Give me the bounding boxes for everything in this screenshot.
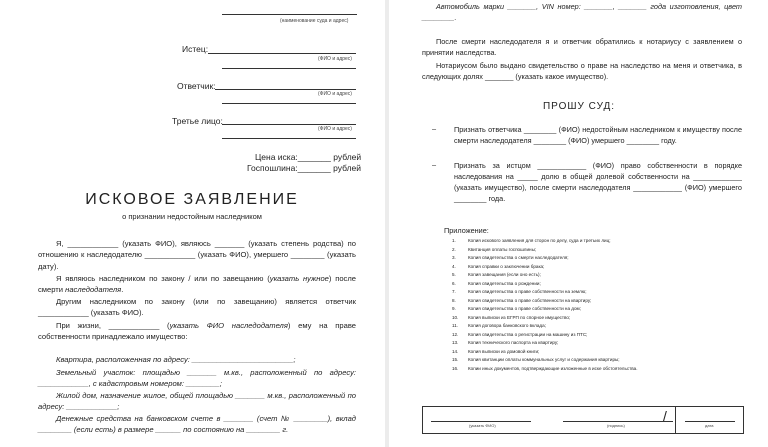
list-item: 14. Копия выписки из домовой книги; [452,348,540,354]
signature-table [422,406,744,434]
list-item: 12. Копия свидетельства о регистрации на машину из ПТС; [452,331,588,337]
list-item: 8. Копия свидетельства о праве собственности на квартиру; [452,297,592,303]
defendant-label: Ответчик: [177,81,216,91]
property-item: Денежные средства на банковском счете в _______ (счет № ________), вклад ________ (если есть) в размере ______ по состоянию на ________ г. [38,414,356,435]
list-item: 1. Копия искового заявления для сторон по делу, суда и третьих лиц; [452,238,611,243]
property-item: Квартира, расположенная по адресу: ________________________; [56,355,296,364]
list-item: 10. Копия выписки из ЕГРП по спорное имущество; [452,314,571,320]
list-item: 7. Копия свидетельства о праве собственности на землю; [452,289,587,294]
paragraph-1: Я, ____________ (указать ФИО), являюсь _______ (указать степень родства) по отношению к наследодателю ____________ (указать ФИО), умершего ________ (указать дату). [38,239,356,271]
car-item: Автомобиль марки _______, VIN номер: _______, _______ года изготовления, цвет ________. [422,2,742,23]
request-item-2: Признать за истцом ____________ (ФИО) право собственности в порядке наследования на _____ долю в общей долевой собственности на ____________ (указать имущество), после смерти наследодателя ____________ (ФИО) умершего ________ года. [454,161,742,203]
request-item-1: Признать ответчика ________ (ФИО) недостойным наследником к имуществу после смерти наследодателя ________ (ФИО) умершего ________ году. [454,125,742,145]
paragraph-certificate: Нотариусом было выдано свидетельство о праве на наследство на меня и ответчика, в следующих долях _______ (указать какое имущество). [422,61,742,82]
paragraph-notary: После смерти наследодателя я и ответчик обратились к нотариусу с заявлением о принятии наследства. [422,37,742,58]
paragraph-2: Я являюсь наследником по закону / или по завещанию (указать нужное) после смерти наследодателя. [38,274,356,295]
document-subtitle: о признании недостойным наследником [122,212,262,221]
page-divider [385,0,389,447]
state-fee: Госпошлина:_______ рублей [247,163,362,173]
page-right [390,0,768,447]
appendix-label: Приложение: [444,226,489,235]
signature-sign-caption: (подпись) [607,423,625,428]
third-party-label: Третье лицо: [172,116,223,126]
list-item: 16. Копии иных документов, подтверждающие изложенные в иске обстоятельства. [452,365,638,371]
list-item: 6. Копия свидетельства о рождении; [452,280,541,286]
list-item: 2. Квитанция оплаты госпошлины; [452,246,537,252]
signature-name-caption: (указать ФИО) [469,423,496,428]
document-title: ИСКОВОЕ ЗАЯВЛЕНИЕ [85,191,299,208]
list-item: 15. Копия квитанции оплаты коммунальных услуг и содержания квартиры; [452,357,620,362]
request-title: ПРОШУ СУД: [542,101,616,112]
list-item: 11. Копия договора банковского вклада; [452,323,546,328]
defendant-caption: (ФИО и адрес) [318,91,352,97]
property-item: Жилой дом, назначение жилое, общей площадью _______ м.кв., расположенный по адресу: ____________; [38,391,356,412]
list-item: 4. Копия справки о заключении брака; [452,263,545,269]
appendix-list [452,237,752,373]
signature-date-caption: дата [705,423,714,428]
slash-mark: / [663,408,667,424]
plaintiff-label: Истец: [182,44,209,54]
property-item: Земельный участок: площадью _______ м.кв., расположенный по адресу: ____________, с кадастровым номером: ________; [38,368,356,389]
paragraph-3: Другим наследником по закону (или по завещанию) является ответчик ____________ (указать ФИО). [38,297,356,318]
list-item: 3. Копия свидетельства о смерти наследодателя; [452,255,569,260]
dash-marker: – [432,124,437,133]
plaintiff-caption: (ФИО и адрес) [318,56,352,62]
claim-price: Цена иска:_______ рублей [255,152,362,162]
court-line [222,14,357,15]
court-caption: (наименование суда и адрес) [280,18,349,24]
paragraph-4: При жизни, ____________ (указать ФИО наследодателя) ему на праве собственности принадлежало имущество: [38,321,356,342]
list-item: 5. Копия завещания (если оно есть); [452,272,541,277]
list-item: 9. Копия свидетельства о праве собственности на дом; [452,306,581,311]
third-party-caption: (ФИО и адрес) [318,126,352,132]
list-item: 13. Копия технического паспорта на квартиру; [452,340,559,345]
dash-marker: – [432,160,437,169]
